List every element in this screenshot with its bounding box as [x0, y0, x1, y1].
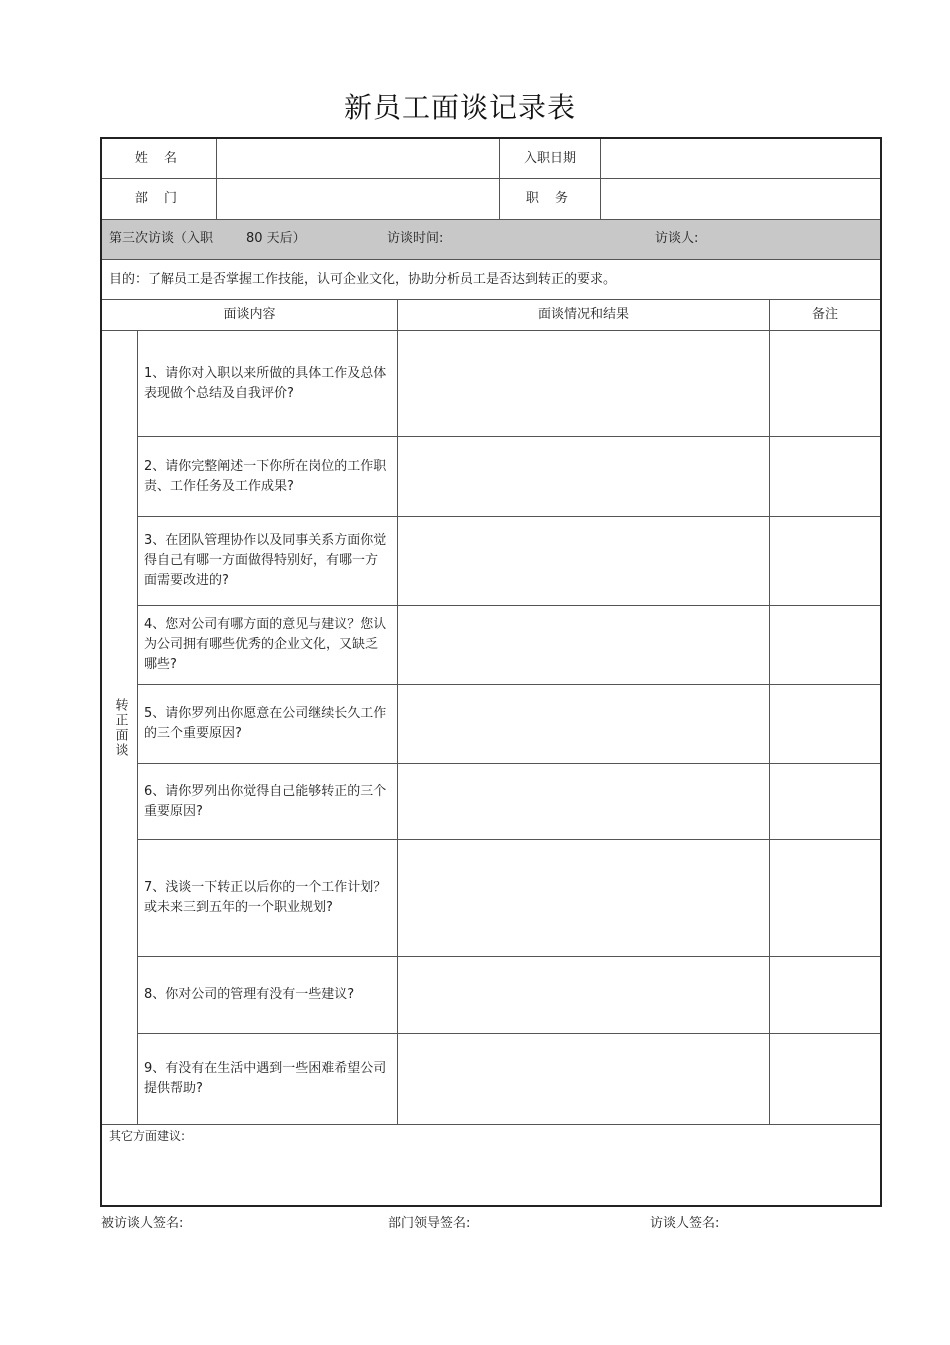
- question-6: 6、请你罗列出你觉得自己能够转正的三个重要原因?: [144, 783, 387, 819]
- column-header-remark: 备注: [811, 307, 838, 322]
- remark-field[interactable]: [770, 685, 880, 763]
- name-label: 姓 名: [134, 150, 184, 166]
- entry-date-field[interactable]: [601, 139, 880, 178]
- remark-field[interactable]: [770, 437, 880, 516]
- entry-date-label: 入职日期: [523, 150, 576, 166]
- interviewer-signature-label: 访谈人签名:: [650, 1216, 720, 1231]
- question-7: 7、浅谈一下转正以后你的一个工作计划？或未来三到五年的一个职业规划?: [144, 880, 387, 915]
- interview-info-bar: [102, 220, 880, 259]
- answer-field[interactable]: [398, 957, 769, 1033]
- other-suggestions-label: 其它方面建议:: [109, 1129, 186, 1143]
- name-field[interactable]: [217, 139, 499, 178]
- remark-field[interactable]: [770, 331, 880, 436]
- remark-field[interactable]: [770, 606, 880, 684]
- department-field[interactable]: [217, 179, 499, 219]
- position-field[interactable]: [601, 179, 880, 219]
- position-label: 职 务: [525, 191, 575, 206]
- remark-field[interactable]: [770, 517, 880, 605]
- interview-round: 第三次访谈（入职: [109, 231, 214, 246]
- answer-field[interactable]: [398, 331, 769, 436]
- question-1: 1、请你对入职以来所做的具体工作及总体表现做个总结及自我评价?: [144, 365, 387, 401]
- remark-field[interactable]: [770, 957, 880, 1033]
- department-leader-signature-label: 部门领导签名:: [388, 1216, 471, 1231]
- other-suggestions-area[interactable]: [102, 1125, 880, 1205]
- department-label: 部 门: [134, 191, 184, 206]
- answer-field[interactable]: [398, 685, 769, 763]
- question-4: 4、您对公司有哪方面的意见与建议？您认为公司拥有哪些优秀的企业文化，又缺乏哪些?: [144, 617, 387, 672]
- remark-field[interactable]: [770, 1034, 880, 1124]
- question-8: 8、你对公司的管理有没有一些建议?: [144, 987, 355, 1002]
- question-9: 9、有没有在生活中遇到一些困难希望公司提供帮助?: [144, 1061, 387, 1096]
- answer-field[interactable]: [398, 840, 769, 956]
- question-3: 3、在团队管理协作以及同事关系方面你觉得自己有哪一方面做得特别好，有哪一方面需要改进的?: [144, 533, 387, 588]
- interview-form: [100, 137, 882, 1207]
- section-label-cell: [102, 331, 137, 1124]
- remark-field[interactable]: [770, 764, 880, 839]
- remark-field[interactable]: [770, 840, 880, 956]
- section-label: 转正面谈: [112, 697, 128, 758]
- purpose-text: 目的：了解员工是否掌握工作技能，认可企业文化，协助分析员工是否达到转正的要求。: [109, 271, 617, 287]
- page-title: 新员工面谈记录表: [343, 91, 576, 124]
- column-header-content: 面谈内容: [223, 307, 276, 322]
- answer-field[interactable]: [398, 1034, 769, 1124]
- interviewer-label: 访谈人:: [655, 231, 699, 246]
- answer-field[interactable]: [398, 517, 769, 605]
- answer-field[interactable]: [398, 764, 769, 839]
- answer-field[interactable]: [398, 606, 769, 684]
- question-5: 5、请你罗列出你愿意在公司继续长久工作的三个重要原因?: [144, 706, 387, 741]
- answer-field[interactable]: [398, 437, 769, 516]
- interview-time-label: 访谈时间:: [387, 231, 444, 246]
- question-2: 2、请你完整阐述一下你所在岗位的工作职责、工作任务及工作成果?: [144, 458, 387, 494]
- interviewee-signature-label: 被访谈人签名:: [101, 1216, 184, 1231]
- interview-days: 80 天后）: [246, 231, 306, 246]
- column-header-result: 面谈情况和结果: [537, 307, 629, 322]
